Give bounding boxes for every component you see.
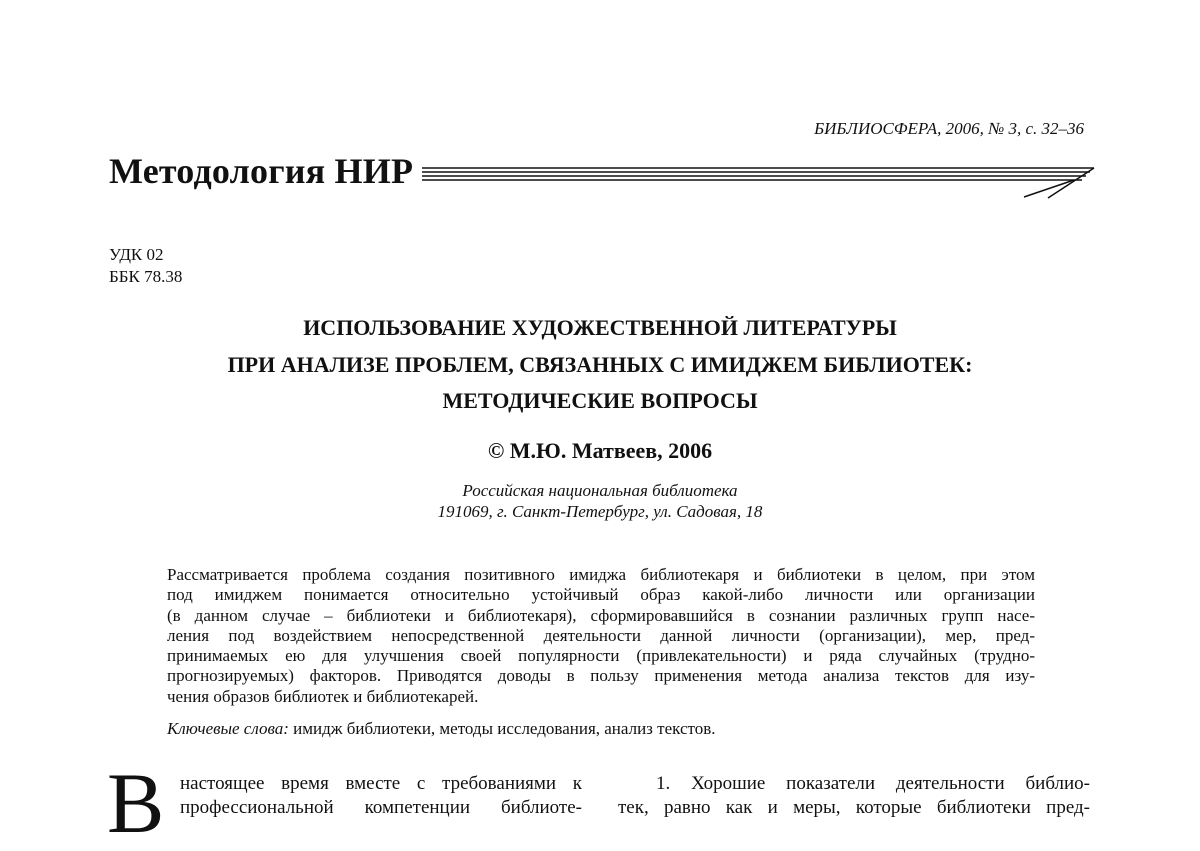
body-line: тек, равно как и меры, которые библиотеки пред-: [618, 797, 1090, 818]
keywords-label: Ключевые слова:: [167, 719, 289, 738]
affiliation-address: 191069, г. Санкт-Петербург, ул. Садовая, 18: [437, 502, 763, 521]
abstract-line: чения образов библиотек и библиотекарей.: [167, 686, 479, 706]
author-line: © М.Ю. Матвеев, 2006: [487, 438, 713, 463]
classification-codes: [109, 244, 182, 288]
abstract-line: принимаемых ею для улучшения своей популярности (привлекательности) и ряда случайных (трудно-: [167, 646, 1035, 666]
drop-cap: В: [107, 755, 165, 851]
bbk-code: ББК 78.38: [109, 267, 183, 286]
article-title: [100, 310, 1100, 420]
affiliation-org: Российская национальная библиотека: [462, 481, 738, 500]
body-line: профессиональной компетенции библиоте-: [180, 797, 582, 818]
abstract-line: прогнозируемых) факторов. Приводятся доводы в пользу применения метода анализа текстов для изу-: [167, 666, 1035, 686]
body-column-right: [618, 772, 1090, 820]
keywords: [167, 719, 715, 739]
keywords-text: имидж библиотеки, методы исследования, анализ текстов.: [288, 719, 716, 738]
abstract-line: (в данном случае – библиотеки и библиотекаря), сформировавшийся в сознании различных групп насе-: [167, 605, 1035, 625]
body-line: 1. Хорошие показатели деятельности библио-: [656, 773, 1090, 794]
abstract: [167, 565, 1035, 707]
section-title: Методология НИР: [109, 151, 414, 191]
body-line: настоящее время вместе с требованиями к: [180, 773, 582, 794]
body-column-left: [180, 772, 582, 820]
abstract-line: Рассматривается проблема создания позитивного имиджа библиотекаря и библиотеки в целом, при этом: [167, 565, 1035, 584]
abstract-line: ления под воздействием непосредственной деятельности данной личности (организации), мер, пред-: [167, 625, 1035, 645]
affiliation: [100, 480, 1100, 522]
title-line: МЕТОДИЧЕСКИЕ ВОПРОСЫ: [442, 388, 758, 413]
title-line: ПРИ АНАЛИЗЕ ПРОБЛЕМ, СВЯЗАННЫХ С ИМИДЖЕМ БИБЛИОТЕК:: [227, 351, 973, 377]
title-line: ИСПОЛЬЗОВАНИЕ ХУДОЖЕСТВЕННОЙ ЛИТЕРАТУРЫ: [303, 315, 897, 340]
journal-reference: БИБЛИОСФЕРА, 2006, № 3, с. 32–36: [814, 119, 1084, 138]
udk-code: УДК 02: [109, 245, 164, 264]
abstract-line: под имиджем понимается относительно устойчивый образ какой-либо личности или организации: [167, 585, 1035, 605]
decorative-rule: [422, 165, 1102, 205]
